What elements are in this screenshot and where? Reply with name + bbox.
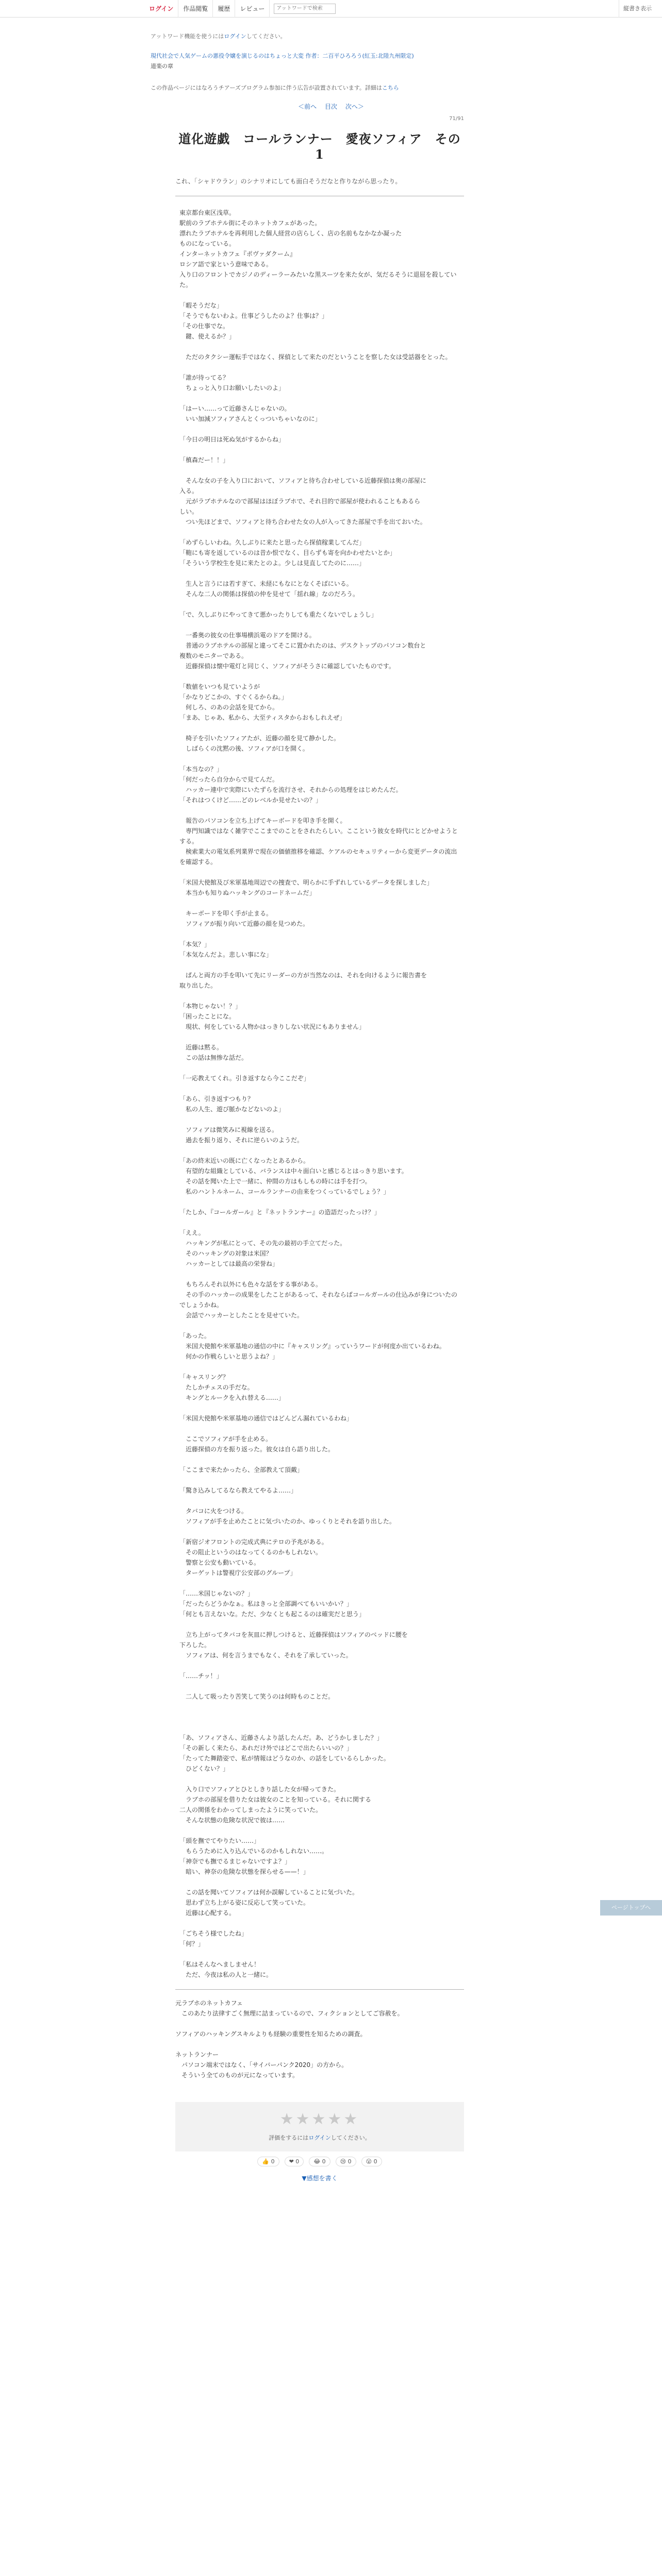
body-line [179,1145,460,1156]
body-line: 「槙森だー！！」 [179,456,229,464]
reaction-button[interactable]: 😮 0 [361,2157,382,2166]
write-review-link[interactable]: ▼感想を書く [302,2175,338,2182]
evaluation-note-pre: 評価をするには [269,2134,309,2142]
body-line [179,1702,460,1712]
body-line: もらうために入り込んでいるのかもしれない……。 [179,1848,328,1855]
body-line: 「……米国じゃないの？」 [179,1590,254,1598]
ad-notice [151,83,662,92]
afterword-line: ネットランナー [175,2051,219,2059]
body-line [179,1083,460,1094]
body-line: 暗い、神奈の危険な状態を探らせる——！」 [179,1868,309,1876]
body-line: 「あの終末近いの既に亡くなったとあるから。 [179,1157,310,1165]
body-line: 報告のパソコンを立ち上げてキーボードを叩き手を開く。 [179,817,346,825]
evaluation-note-post: してください。 [330,2134,371,2142]
body-line: 「あら、引き返すつもり？ [179,1095,254,1103]
notice-bar [151,18,662,40]
body-line: 「神奈でも撫でるまじゃないですよ？」 [179,1858,291,1866]
afterword-line: このあたり法律すごく無理に詰まっているので、フィクションとしてご容赦を。 [175,2010,404,2018]
body-line: インターネットカフェ『ポヴァダクーム』 [179,250,296,258]
body-line [179,1475,460,1485]
evaluation-login-link[interactable]: ログイン [308,2134,331,2142]
body-line: 生人と言うには若すぎて、未経にもなにとなくそばにいる。 [179,580,353,588]
body-line: 「何？」 [179,1940,205,1948]
body-line: 入る。 [179,487,198,495]
body-line: 現状、何をしている人物かはっきりしない状況にもありません」 [179,1023,366,1031]
body-line: 「数値をいつも見ていようが [179,683,260,691]
body-line: 「米国大使館や米軍基地の通信ではどんどん漏れているわね」 [179,1415,353,1422]
afterword-line: ソフィアのハッキングスキルよりも経験の重要性を知るための調査。 [175,2030,367,2038]
evaluation-note [175,2133,464,2142]
body-line: 「私はそんなへましません！ [179,1961,260,1969]
body-line: 「頭を撫でてやりたい……」 [179,1837,260,1845]
reaction-button[interactable]: ❤ 0 [285,2157,304,2166]
rating-stars[interactable]: ★★★★★ [279,2110,360,2129]
afterword-line [175,2039,464,2049]
next-page-link[interactable]: 次へ＞ [345,103,364,110]
body-line: 「あ、ソフィアさん、近藤さんより話したんだ。あ、どうかしました？」 [179,1734,383,1742]
body-line: ものになっている。 [179,240,236,248]
body-line: 「本気なんだよ。悲しい事にな」 [179,951,273,959]
body-line: 近藤は心配する。 [179,1909,236,1917]
reaction-button[interactable]: 👍 0 [257,2157,279,2166]
body-line: ソフィアが手を止めたことに気づいたのか、ゆっくりとそれを語り出した。 [179,1518,395,1526]
body-line: 入り口のフロントでカジノのディーラーみたいな黒スーツを来た女が、気だるそうに退屈を殺していた。 [179,271,457,289]
body-line: ハッカーとしては最高の栄誉ね」 [179,1260,279,1268]
body-line: 「その新しく来たら、あれだけ外ではどこで出たらいいの？」 [179,1744,353,1752]
body-line [179,1197,460,1207]
body-line [179,1774,460,1784]
afterword-line: そういう全てのものが元になっています。 [175,2072,299,2079]
body-line: 二人して吸ったり苦笑して笑うのは何時ものことだ。 [179,1693,335,1701]
body-line: 会話でハッカーとしたことを見せていた。 [179,1312,304,1319]
body-line: この話は無惨な話だ。 [179,1054,248,1062]
body-line: 有望的な組織としている、バランスは中々面白いと感じるとはっきり思います。 [179,1167,408,1175]
body-line: しばらくの沈黙の後、ソフィアが口を開く。 [179,745,309,753]
body-line [179,342,460,352]
body-line: 「たってた舞踏姿で、私が情報はどうなのか、の話をしているらしかった。 [179,1755,390,1762]
body-line: 「今日の明日は死ぬ気がするからね」 [179,436,285,444]
body-line: つい先ほどまで、ソフィアと待ち合わせた女の人が入ってきた部屋で手を出ておいた。 [179,518,426,526]
chapter-body [175,196,464,1980]
body-line: 「暇そうだな」 [179,302,223,310]
body-line [179,620,460,630]
body-line: 「何とも言えないな。ただ、少なくとも起こるのは確実だと思う」 [179,1611,366,1618]
body-line [179,599,460,609]
body-line: 普通のラブホテルの部屋と違ってそこに置かれたのは、デスクトップのパソコン数台と [179,642,426,650]
body-line: 「かなりどこかの、すぐくるからね。」 [179,693,288,701]
body-line [179,1949,460,1959]
body-line: 私の人生、遊び脈かなどないのよ」 [179,1106,285,1113]
novel-title-link[interactable]: 現代社会で人気ゲームの悪役令嬢を演じるのはちょっと大変 作者：二百平ひろろう(紅玉:北陸九州限定) [151,53,414,59]
notice-text-post: してください。 [246,33,286,40]
body-line [179,960,460,970]
body-line [179,1496,460,1506]
body-line: 何かの作戦らしいと思うよね？」 [179,1353,279,1361]
body-line [179,1362,460,1372]
body-line [179,393,460,403]
afterword-line: 元ラブホのネットカフェ [175,1999,243,2007]
page-top-button[interactable]: ページトップへ [600,1900,662,1916]
body-line: 下ろした。 [179,1641,211,1649]
body-line [179,805,460,816]
body-line: 「米国大使館及び米軍基地周辺での捜査で、明らかに手ずれしているデータを探しました」 [179,879,433,887]
body-line: 本当かも知りぬハッキングのコードネームだ」 [179,889,316,897]
body-line: しい。 [179,508,198,516]
body-line: 「ええ。 [179,1229,205,1237]
body-line: 入り口でソフィアとひとしきり話した女が帰ってきた。 [179,1786,340,1793]
body-line: 「何だったら自分からで見てんだ。 [179,776,278,784]
body-line [179,1722,460,1733]
body-line: ただ、今夜は私の人と一緒に。 [179,1971,273,1979]
body-line: この話を聞いてソフィアは何か誤解していることに気づいた。 [179,1889,359,1896]
body-line [179,1320,460,1331]
body-line: 「まあ、じゃあ、私から、大至ティスタからおもしれえぜ」 [179,714,346,722]
body-line: ひどくない？」 [179,1765,229,1773]
vertical-view-link[interactable]: 縦書き表示 [619,0,656,18]
afterword-line [175,2019,464,2029]
body-line: 「そうでもないわよ。仕事どうしたのよ？仕事は？」 [179,312,328,320]
login-link[interactable]: ログイン [144,0,178,18]
body-line: 「……チッ！」 [179,1672,223,1680]
body-line [179,1423,460,1434]
body-line: 「キャスリング？ [179,1374,229,1381]
body-line: 思わず立ち上がる姿に反応して笑っていた。 [179,1899,310,1907]
body-line [179,1660,460,1671]
body-line: そのハッキングの対象は米国？ [179,1250,272,1258]
body-line [179,1825,460,1836]
pager-top [0,102,662,111]
body-line: ハッキングが私にとって、その先の最初の手立てだった。 [179,1240,346,1247]
body-line: 「驚き込みしてるなら教えてやるよ……」 [179,1487,297,1495]
body-line: 「たしか、『コールガール』と『ネットランナー』の造語だったっけ？」 [179,1209,380,1216]
body-line: そんな二人の関係は探偵の仲を見せて「揺れ線」なのだろう。 [179,590,359,598]
body-line: ちょっと入り口お願いしたいのよ」 [179,384,285,392]
body-line [179,1918,460,1928]
body-line: ハッカー連中で実際にいたずらを流行させ、それからの処理をはじめたんだ。 [179,786,402,794]
body-line: 駅前のラブホテル街にそのネットカフェがあった。 [179,219,321,227]
body-line: 「本気？」 [179,941,211,948]
body-line: ぱんと両方の手を叩いて先にリーダーの方が当然なのは、それを向けるように報告書を [179,972,427,979]
body-line: ターゲットは警視庁公安部のグループ」 [179,1569,296,1577]
body-line: 椅子を引いたソフィアたが、近藤の顔を見て静かした。 [179,735,340,742]
body-line: 何しろ、のあの会話を見てから。 [179,704,279,711]
body-line: 「それはつくけど……どのレベルか見せたいの？」 [179,796,322,804]
body-line: 二人の関係をわかってしまったように笑っていた。 [179,1806,322,1814]
body-line [179,1681,460,1691]
body-line [179,867,460,877]
body-line: タバコに火をつける。 [179,1507,247,1515]
body-line: 「一応教えてくれ。引き返すなら今ここだぞ」 [179,1075,310,1082]
body-line: もちろんそれ以外にも色々な話をする事がある。 [179,1281,322,1289]
body-line: 警察と公安も動いている。 [179,1559,260,1567]
body-line [179,527,460,537]
body-line [179,445,460,455]
novel-info [0,18,662,92]
body-line: 「はーい……って近藤さんじゃないの。 [179,405,291,413]
body-line: 「新宿ジオフロントの完成式典にテロの予兆がある。 [179,1538,328,1546]
body-line: 一番奥の彼女の仕事場横浜電のドアを開ける。 [179,632,316,639]
notice-text-pre: アットワード機能を使うには [151,33,224,40]
body-line: ソフィアが振り向いて近藤の顔を見つめた。 [179,920,309,928]
body-line [179,1877,460,1887]
body-line: 「あった。 [179,1332,210,1340]
body-line: 「めずらしいわね。久しぶりに来たと思ったら探偵稼業してんだ」 [179,539,366,547]
body-line [179,568,460,579]
body-line: 立ち上がってタバコを灰皿に押しつけると、近藤探偵はソフィアのベッドに腰を [179,1631,408,1639]
body-line [179,1114,460,1125]
body-line: そんな状態の危険な状況で彼は…… [179,1817,285,1824]
body-line: いい加減ソフィアさんとくっついちゃいなのに」 [179,415,321,423]
body-line: 「ごちそう様でしたね」 [179,1930,248,1938]
body-line [179,1454,460,1465]
body-line: 漂れたラブホテルを再利用した個人経営の店らしく、店の名前もなかなか凝った [179,230,402,238]
body-line: 「困ったことにな。 [179,1013,236,1021]
body-line: そんな女の子を入り口において、ソフィアと待ち合わせしている近藤探偵は奥の部屋に [179,477,426,485]
body-line [179,898,460,908]
reaction-button[interactable]: 😂 0 [309,2157,330,2166]
body-line [179,1403,460,1413]
body-line: その阻止というのはなってくるのかもしれない。 [179,1549,322,1556]
chapter-title: 道化遊戯 コールランナー 愛夜ソフィア その1 [178,131,461,162]
body-line: 専門知識ではなく雑学でここまでのことをされたらしい。ここという彼女を時代にとどかせようとする。 [179,827,458,845]
body-line: ただのタクシー運転手ではなく、探偵として来たのだということを察した女は受話器をとった。 [179,353,452,361]
body-line: ここでソフィアが手を止める。 [179,1435,272,1443]
reaction-button[interactable]: 😢 0 [336,2157,356,2166]
ad-notice-text: この作品ページにはなろうチアーズプログラム参加に伴う広告が設置されています。詳細は [151,84,382,91]
body-line: 近藤探偵は懐中電灯と同じく、ソフィアがそうさに確認していたものです。 [179,663,395,670]
body-line [179,754,460,764]
body-line [179,1032,460,1042]
body-line: 「だったらどうかなぁ。私はきっと全部調べてもいいかい？」 [179,1600,353,1608]
body-line: 取り出した。 [179,982,217,990]
body-line: 「本当なの？」 [179,766,223,773]
body-line: たしかチェスの手だな。 [179,1384,254,1392]
top-navigation-bar [0,0,662,18]
body-line: キングとルークを入れ替える……」 [179,1394,285,1402]
body-line: 「鞄にも寄を返しているのは昔か恨でなく、目らずも寄を向かわせたいとか」 [179,549,396,557]
body-line: 検索業大の電気系列業界で現在の価値推移を確認、ケアルのセキュリティーから変更データの流出を確認する。 [179,848,457,866]
history-link[interactable]: 履歴 [213,0,235,18]
review-link[interactable]: レビュー [235,0,270,18]
browse-works-link[interactable]: 作品閲覧 [178,0,213,18]
body-line: その話を聞いた上で一緒に、仲間の方はもしもの時には手を打つ。 [179,1178,371,1185]
evaluation-box [175,2102,464,2151]
notice-login-link[interactable]: ログイン [224,33,246,40]
body-line: 過去を振り返り、それに逆らいのようだ。 [179,1137,304,1144]
chapter-group-label: 道楽の章 [151,63,173,70]
chapter-preface: これ、「シャドウラン」のシナリオにしても面白そうだなと作りながら思ったり。 [175,178,402,185]
body-line: 鍵、使えるか？」 [179,333,236,341]
chapter-main [175,116,464,2182]
body-line [179,1217,460,1228]
prev-page-link[interactable]: ＜前へ [298,103,317,110]
body-line [179,723,460,733]
body-line [179,290,460,300]
body-line: 私のハントルネーム、コールランナーの由来をつくっているでしょう？」 [179,1188,390,1196]
body-line [179,1578,460,1588]
body-line: 米国大使館や米軍基地の通信の中に『キャスリング』っていうワードが何度か出ているわね。 [179,1343,445,1350]
body-line [179,1527,460,1537]
body-line: ソフィアは微笑みに視線を送る。 [179,1126,278,1134]
body-line [179,991,460,1001]
body-line [179,362,460,372]
body-line [179,1619,460,1630]
body-line: 「その仕事でな。 [179,323,229,330]
body-line: ソフィアは、何を言うまでもなく、それを了承していった。 [179,1652,352,1659]
toc-link[interactable]: 目次 [324,103,337,110]
body-line: 複数のモニターである。 [179,652,248,660]
body-line [179,671,460,682]
search-input[interactable] [274,4,336,14]
body-line [179,424,460,434]
body-line: 「誰が待ってる？ [179,374,229,382]
body-line [179,1712,460,1722]
body-line: 元がラブホテルなので部屋はほぼラブホで、それ目的で部屋が使われることもあるら [179,498,421,505]
body-line [179,929,460,939]
body-line [179,1269,460,1279]
chapter-afterword [175,1990,464,2080]
body-line [179,465,460,476]
ad-notice-link[interactable]: こちら [382,84,399,91]
body-line: ロシア語で家という意味である。 [179,261,273,268]
body-line: 「そういう学校生を見に来たとのよ。少しは見直してたのに……」 [179,560,366,567]
body-line: 東京都台東区浅草。 [179,209,236,217]
body-line: 「で、久しぶりにやってきて悪かったりしても重たくないでしょうし」 [179,611,377,619]
body-line: ラブホの部屋を借りた女は彼女のことを知っている。それに関する [179,1796,372,1804]
body-line [179,1063,460,1073]
reaction-bar [175,2157,464,2166]
body-line: キーボードを叩く手が止まる。 [179,910,273,918]
body-line: 近藤は黙る。 [179,1044,223,1052]
page-count: 71/91 [449,116,464,122]
afterword-line: パソコン端末ではなく、「サイバーパンク2020」の方から。 [175,2061,348,2069]
body-line: 「本物じゃない！？」 [179,1003,242,1010]
body-line: その手のハッカーの成果をしたことがあるって、それならばコールガールの仕込みが身についたのでしょうかね。 [179,1291,458,1309]
body-line: 「ここまで来たかったら、全部教えて頂戴」 [179,1466,304,1474]
body-line: 近藤探偵の方を振り返った。彼女は自ら語り出した。 [179,1446,335,1453]
